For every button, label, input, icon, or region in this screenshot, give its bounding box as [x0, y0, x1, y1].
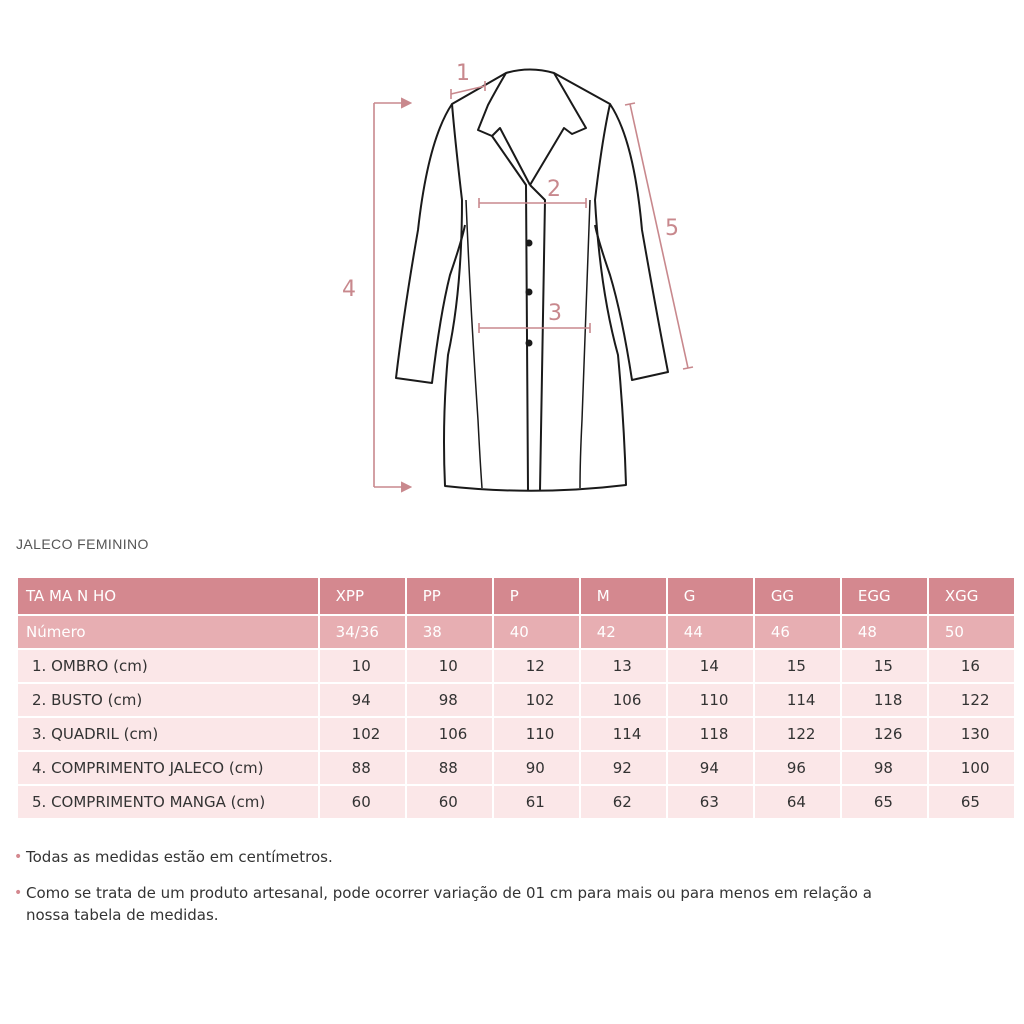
measurement-value: 126 — [842, 718, 927, 750]
size-table — [16, 576, 1016, 820]
table-row — [18, 786, 1014, 818]
measurement-value: 102 — [494, 684, 579, 716]
size-number-cell: 34/36 — [320, 616, 405, 648]
measurement-value: 110 — [494, 718, 579, 750]
measurement-value: 90 — [494, 752, 579, 784]
size-header-cell: XGG — [929, 578, 1014, 614]
measurement-label: 3. QUADRIL (cm) — [18, 718, 318, 750]
size-header-cell: P — [494, 578, 579, 614]
size-number-cell: 42 — [581, 616, 666, 648]
measurement-value: 98 — [407, 684, 492, 716]
measurement-value: 15 — [755, 650, 840, 682]
measurement-label: 2. BUSTO (cm) — [18, 684, 318, 716]
measurement-value: 61 — [494, 786, 579, 818]
measurement-value: 118 — [668, 718, 753, 750]
dimension-2-bust — [479, 198, 586, 208]
size-number-cell: 50 — [929, 616, 1014, 648]
coat-button — [526, 289, 533, 296]
measurement-value: 98 — [842, 752, 927, 784]
dimension-3-hip — [479, 323, 590, 333]
measurement-value: 62 — [581, 786, 666, 818]
measurement-value: 114 — [581, 718, 666, 750]
table-row — [18, 650, 1014, 682]
coat-measurement-diagram — [0, 0, 1024, 510]
measurement-value: 106 — [581, 684, 666, 716]
size-number-cell: 38 — [407, 616, 492, 648]
measurement-label: 5. COMPRIMENTO MANGA (cm) — [18, 786, 318, 818]
note-text: Como se trata de um produto artesanal, pode ocorrer variação de 01 cm para mais ou para menos em relação a nossa tabela de medidas. — [26, 884, 872, 924]
measurement-value: 14 — [668, 650, 753, 682]
measurement-value: 65 — [929, 786, 1014, 818]
size-number-cell: 46 — [755, 616, 840, 648]
measurement-label: 4. COMPRIMENTO JALECO (cm) — [18, 752, 318, 784]
measurement-value: 92 — [581, 752, 666, 784]
measurement-label: 1. OMBRO (cm) — [18, 650, 318, 682]
coat-button — [526, 340, 533, 347]
coat-outline — [396, 70, 668, 491]
dimension-2-label: 2 — [547, 177, 561, 202]
size-header-cell: GG — [755, 578, 840, 614]
table-row — [18, 752, 1014, 784]
notes — [14, 846, 914, 940]
measurement-value: 12 — [494, 650, 579, 682]
dimension-4-label: 4 — [342, 277, 356, 302]
measurement-value: 60 — [407, 786, 492, 818]
table-row — [18, 718, 1014, 750]
coat-button — [526, 240, 533, 247]
measurement-value: 102 — [320, 718, 405, 750]
size-header-cell: M — [581, 578, 666, 614]
number-row — [18, 616, 1014, 648]
measurement-value: 118 — [842, 684, 927, 716]
measurement-value: 110 — [668, 684, 753, 716]
note-item — [14, 882, 914, 926]
measurement-value: 65 — [842, 786, 927, 818]
size-header-cell: PP — [407, 578, 492, 614]
dimension-1-label: 1 — [456, 61, 470, 86]
size-number-cell: 40 — [494, 616, 579, 648]
size-header-cell: G — [668, 578, 753, 614]
note-text: Todas as medidas estão em centímetros. — [26, 848, 333, 866]
measurement-value: 94 — [668, 752, 753, 784]
measurement-value: 88 — [407, 752, 492, 784]
measurement-value: 60 — [320, 786, 405, 818]
measurement-value: 106 — [407, 718, 492, 750]
note-item — [14, 846, 914, 868]
measurement-value: 10 — [320, 650, 405, 682]
size-header-cell: XPP — [320, 578, 405, 614]
dimension-4-length — [374, 103, 410, 487]
size-number-cell: 48 — [842, 616, 927, 648]
measurement-value: 13 — [581, 650, 666, 682]
bullet-icon: • — [14, 885, 23, 901]
bullet-icon: • — [14, 849, 23, 865]
measurement-value: 63 — [668, 786, 753, 818]
measurement-value: 122 — [929, 684, 1014, 716]
size-header-cell: EGG — [842, 578, 927, 614]
header-label: TA MA N HO — [18, 578, 318, 614]
measurement-value: 88 — [320, 752, 405, 784]
measurement-value: 10 — [407, 650, 492, 682]
measurement-value: 96 — [755, 752, 840, 784]
measurement-value: 64 — [755, 786, 840, 818]
measurement-value: 94 — [320, 684, 405, 716]
size-number-cell: 44 — [668, 616, 753, 648]
section-title: JALECO FEMININO — [16, 536, 149, 552]
table-row — [18, 684, 1014, 716]
number-label: Número — [18, 616, 318, 648]
dimension-5-label: 5 — [665, 216, 679, 241]
measurement-value: 122 — [755, 718, 840, 750]
measurement-value: 130 — [929, 718, 1014, 750]
header-row — [18, 578, 1014, 614]
measurement-value: 15 — [842, 650, 927, 682]
measurement-value: 100 — [929, 752, 1014, 784]
measurement-value: 16 — [929, 650, 1014, 682]
measurement-value: 114 — [755, 684, 840, 716]
dimension-3-label: 3 — [548, 301, 562, 326]
